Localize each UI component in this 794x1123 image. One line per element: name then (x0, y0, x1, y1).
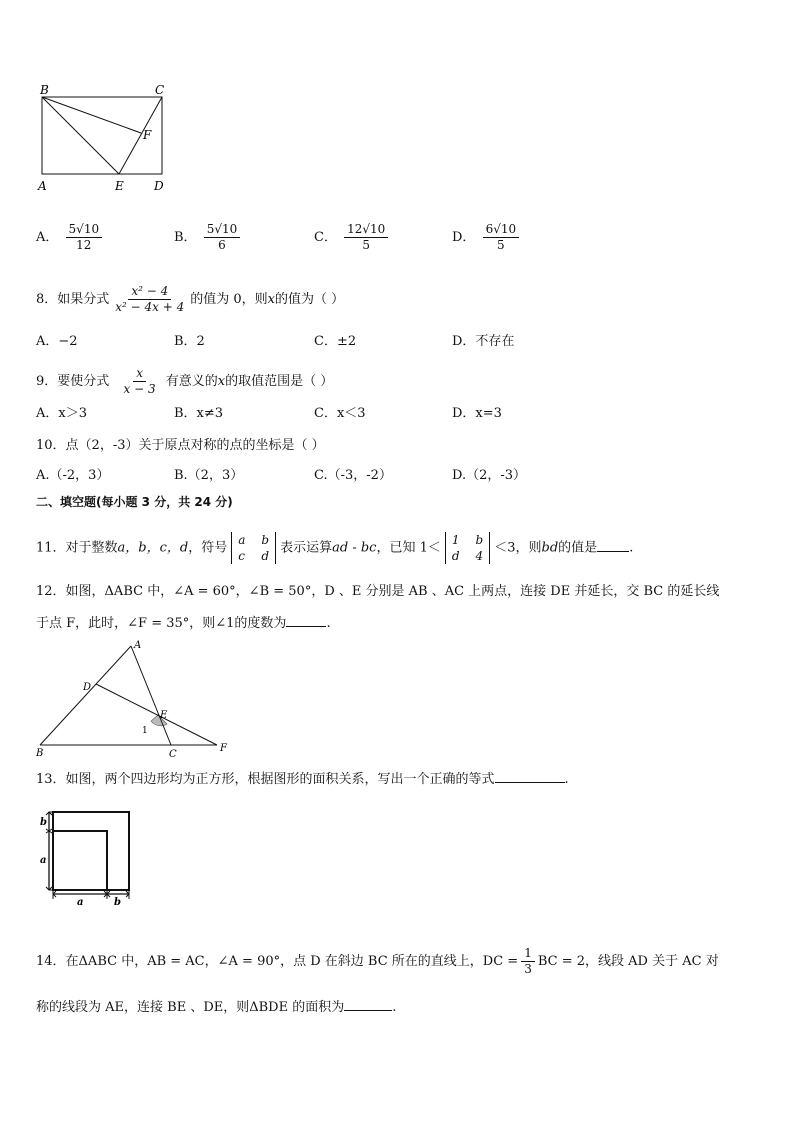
q9-option-d[interactable]: D．x=3 (452, 406, 502, 421)
q9-option-a[interactable]: A．x＞3 (36, 406, 87, 421)
label-f: F (220, 743, 227, 754)
segment-ac (131, 646, 171, 745)
answer-blank-14[interactable] (344, 996, 392, 1011)
label-b: B (36, 748, 44, 759)
label-e: E (160, 710, 168, 721)
inner-square (53, 831, 107, 890)
q7-option-c[interactable]: C． $\frac{12√10}{5}$ (314, 222, 391, 253)
label-b-bottom: b (114, 897, 121, 907)
q8-option-c[interactable]: C．±2 (314, 334, 357, 349)
label-e: E (115, 179, 124, 193)
answer-blank-13[interactable] (495, 768, 565, 783)
label-b-left: b (40, 817, 47, 828)
q7-option-b[interactable]: B． $\frac{5√10}{6}$ (174, 222, 243, 253)
label-a-left: a (40, 855, 47, 866)
segment-ce (119, 97, 162, 174)
q7-option-d[interactable]: D． $\frac{6√10}{5}$ (452, 222, 522, 253)
label-a-bottom: a (77, 897, 84, 907)
section-fill-in-blanks-title: 二、填空题(每小题 3 分，共 24 分) (36, 495, 233, 509)
label-a: A (134, 640, 142, 651)
q10-option-a[interactable]: A.（-2，3） (36, 468, 110, 483)
label-b: B (40, 83, 49, 97)
label-d: D (154, 179, 164, 193)
segment-be (42, 97, 119, 174)
question-13: 13．如图，两个四边形均为正方形，根据图形的面积关系，写出一个正确的等式 . (36, 768, 569, 790)
question-12-line-1: 12．如图，ΔABC 中，∠A = 60°，∠B = 50°，D 、E 分别是 AB 、AC 上两点，连接 DE 并延长，交 BC 的延长线 (36, 584, 720, 599)
question-14-line-1: 14．在ΔABC 中，AB = AC，∠A = 90°，点 D 在斜边 BC 所在的直线上，DC = $\frac{1}{3}$ BC = 2，线段 AD 关于 AC 对 (36, 946, 719, 976)
q10-option-d[interactable]: D.（2，-3） (452, 468, 527, 483)
question-9: 9．要使分式 $\frac{x}{x - 3}$ 有意义的x的取值范围是（ ） (36, 366, 334, 396)
squares-figure (36, 805, 136, 907)
question-10: 10．点（2，-3）关于原点对称的点的坐标是（ ） (36, 438, 325, 453)
q9-option-b[interactable]: B．x≠3 (174, 406, 224, 421)
outer-square (53, 812, 129, 890)
answer-blank-12[interactable] (286, 612, 326, 627)
determinant-1b-d4: 1 d b 4 (445, 532, 490, 564)
segment-df (96, 684, 217, 745)
q10-option-c[interactable]: C.（-3，-2） (314, 468, 392, 483)
rectangle-figure (34, 82, 174, 198)
q10-option-b[interactable]: B.（2，3） (174, 468, 244, 483)
q8-option-d[interactable]: D．不存在 (452, 334, 515, 349)
q7-option-a[interactable]: A． $\frac{5√10}{12}$ (36, 222, 105, 253)
q8-option-a[interactable]: A．−2 (36, 334, 78, 349)
question-11: 11．对于整数a，b，c，d，符号 a c b d 表示运算ad - bc，已知 1＜ 1 d b 4 ＜3，则bd的值是 . (36, 533, 634, 563)
question-8: 8．如果分式 $\frac{\text{x² − 4}}{\text{x² − 4x + 4}}$ 的值为 0，则x的值为（ ） (36, 284, 345, 314)
label-c: C (169, 749, 177, 760)
answer-blank-11[interactable] (597, 537, 629, 552)
label-f: F (143, 128, 152, 142)
segment-bf (42, 97, 141, 133)
question-14-line-2: 称的线段为 AE，连接 BE 、DE，则ΔBDE 的面积为 . (36, 996, 396, 1018)
label-a: A (38, 179, 47, 193)
label-c: C (155, 83, 165, 97)
triangle-figure (30, 636, 240, 762)
label-d: D (83, 682, 92, 693)
determinant-abcd: a c b d (231, 532, 276, 564)
question-12-line-2: 于点 F，此时，∠F = 35°，则∠1的度数为 . (36, 612, 331, 634)
segment-ab (40, 646, 131, 745)
label-angle-1: 1 (142, 726, 148, 736)
q8-option-b[interactable]: B．2 (174, 334, 205, 349)
q9-option-c[interactable]: C．x＜3 (314, 406, 366, 421)
